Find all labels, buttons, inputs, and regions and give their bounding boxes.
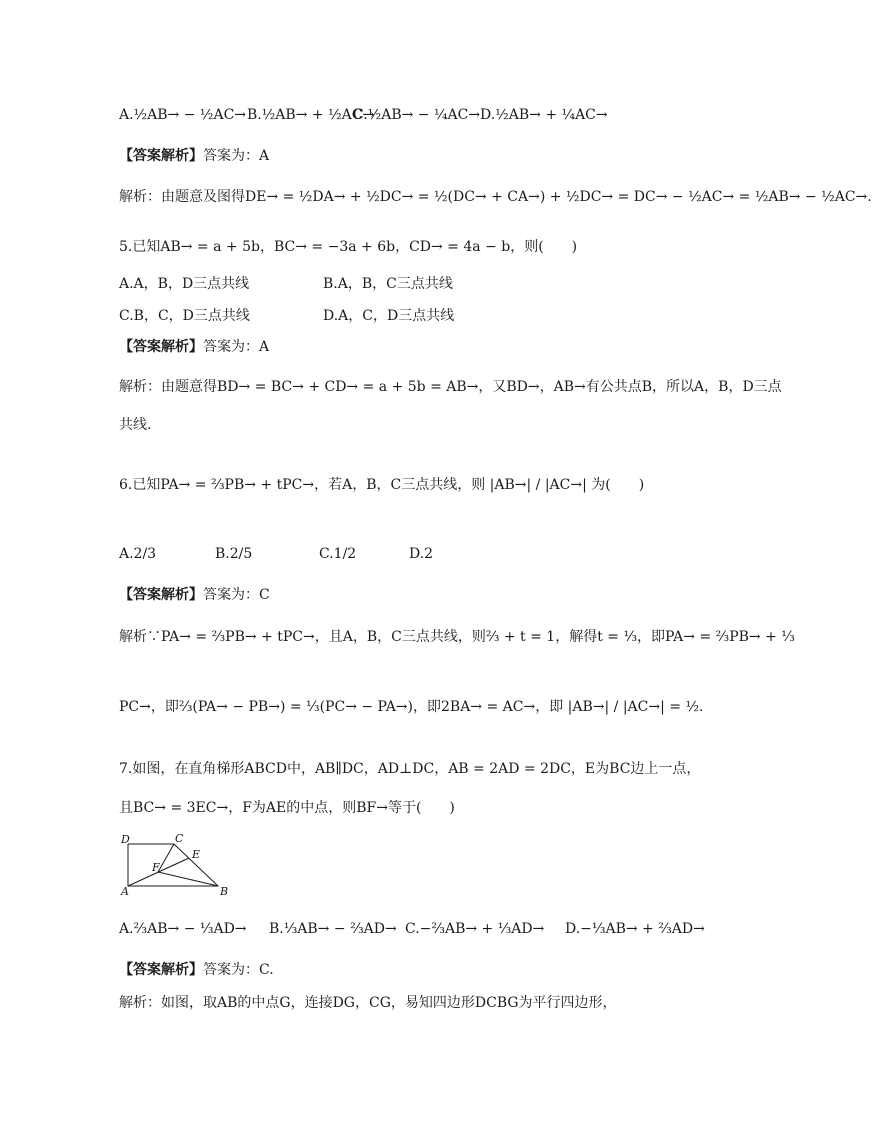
answer-text: 答案为：A xyxy=(203,339,270,355)
q5-option-d: D.A，C，D三点共线 xyxy=(323,308,455,324)
q7-answer xyxy=(119,963,274,977)
answer-tag: 【答案解析】 xyxy=(119,587,203,603)
q4-options-row xyxy=(119,108,608,122)
q5-analysis-line-1: 解析：由题意得BD→ = BC→ + CD→ = a + 5b = AB→，又BD→，AB→有公共点B，所以A，B，D三点 xyxy=(119,379,782,395)
q5-options-row-2 xyxy=(119,309,454,323)
q6-option-c: C.1/2 xyxy=(319,546,357,562)
q7-stem-line-2: 且BC→ = 3EC→，F为AE的中点，则BF→等于( ) xyxy=(119,800,455,816)
q5-analysis-line-2: 共线. xyxy=(119,417,152,433)
segment-bf xyxy=(158,872,218,886)
q5-options-row-1 xyxy=(119,277,453,291)
q4-option-a: A.½AB→ − ½AC→ xyxy=(119,107,247,123)
q6-answer xyxy=(119,588,270,602)
q6-option-a: A.2/3 xyxy=(119,546,157,562)
q5-option-b: B.A，B，C三点共线 xyxy=(323,276,453,292)
label-a: A xyxy=(121,885,129,898)
q7-option-b: B.⅓AB→ − ⅔AD→ xyxy=(269,921,397,937)
q6-options-row xyxy=(119,547,433,561)
q4-analysis: 解析：由题意及图得DE→ = ½DA→ + ½DC→ = ½(DC→ + CA→) + ½DC→ = DC→ − ½AC→ = ½AB→ − ½AC→. xyxy=(119,189,872,205)
answer-text: 答案为：C. xyxy=(203,962,274,978)
trapezoid-diagram xyxy=(120,834,235,896)
q6-analysis-line-2: PC→，即⅔(PA→ − PB→) = ⅓(PC→ − PA→)，即2BA→ = AC→，即 |AB→| / |AC→| = ½. xyxy=(119,699,704,715)
q6-analysis-line-1: 解析∵PA→ = ⅔PB→ + tPC→，且A，B，C三点共线，则⅔ + t = 1，解得t = ⅓，即PA→ = ⅔PB→ + ⅓ xyxy=(119,629,795,645)
q7-option-c: C.−⅔AB→ + ⅓AD→ xyxy=(405,921,545,937)
q7-stem-line-1: 7.如图，在直角梯形ABCD中，AB∥DC，AD⊥DC，AB = 2AD = 2DC，E为BC边上一点， xyxy=(119,761,701,777)
q7-options-row xyxy=(119,922,705,936)
answer-tag: 【答案解析】 xyxy=(119,148,203,164)
q4-answer xyxy=(119,149,269,163)
label-c: C xyxy=(175,832,184,845)
answer-tag: 【答案解析】 xyxy=(119,339,203,355)
segment-cf xyxy=(158,844,174,872)
q7-option-a: A.⅔AB→ − ⅓AD→ xyxy=(119,921,247,937)
answer-text: 答案为：C xyxy=(203,587,270,603)
q7-option-d: D.−⅓AB→ + ⅔AD→ xyxy=(565,921,705,937)
q5-option-c: C.B，C，D三点共线 xyxy=(119,308,250,324)
label-d: D xyxy=(121,833,130,846)
answer-text: 答案为：A xyxy=(203,148,270,164)
q5-stem: 5.已知AB→ = a + 5b，BC→ = −3a + 6b，CD→ = 4a − b，则( ) xyxy=(119,239,578,255)
q6-stem: 6.已知PA→ = ⅔PB→ + tPC→，若A，B，C三点共线，则 |AB→| / |AC→| 为( ) xyxy=(119,477,645,493)
trapezoid-figure xyxy=(120,834,235,896)
q4-option-c: C.½AB→ − ¼AC→ xyxy=(353,107,481,123)
label-e: E xyxy=(192,848,201,861)
answer-tag: 【答案解析】 xyxy=(119,962,203,978)
q6-option-b: B.2/5 xyxy=(215,546,253,562)
label-f: F xyxy=(152,861,160,874)
q7-analysis: 解析：如图，取AB的中点G，连接DG，CG，易知四边形DCBG为平行四边形， xyxy=(119,995,617,1011)
q6-option-d: D.2 xyxy=(409,546,434,562)
label-b: B xyxy=(220,885,229,898)
q4-option-d: D.½AB→ + ¼AC→ xyxy=(480,107,608,123)
q5-option-a: A.A，B，D三点共线 xyxy=(119,276,250,292)
q5-answer xyxy=(119,340,269,354)
q4-option-b: B.½AB→ + ½AC→ xyxy=(247,107,375,123)
